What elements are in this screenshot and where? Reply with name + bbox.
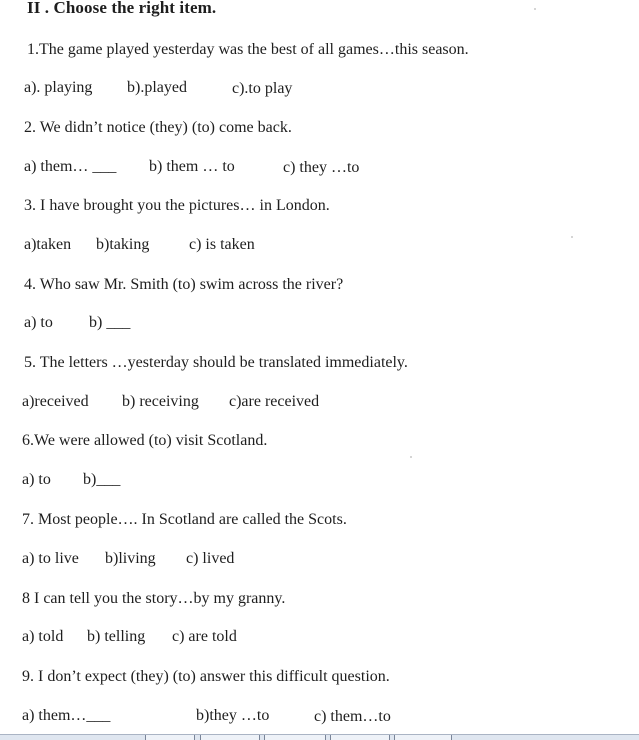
question-1-text: 1.The game played yesterday was the best of all games…this season. bbox=[27, 41, 469, 58]
question-7-option-b: b)living bbox=[105, 550, 156, 567]
question-9-option-c: c) them…to bbox=[314, 708, 391, 725]
question-1-option-b: b).played bbox=[127, 79, 187, 96]
bottom-strip-tab bbox=[394, 735, 452, 740]
question-2-option-c: c) they …to bbox=[283, 159, 360, 176]
question-5-text: 5. The letters …yesterday should be translated immediately. bbox=[24, 354, 408, 371]
question-9-option-b: b)they …to bbox=[196, 707, 270, 724]
question-8-option-b: b) telling bbox=[87, 628, 146, 645]
question-5-option-c: c)are received bbox=[229, 393, 320, 410]
bottom-strip-tab bbox=[200, 735, 260, 740]
question-2-option-a: a) them… ___ bbox=[24, 158, 117, 175]
question-6-option-a: a) to bbox=[22, 471, 51, 488]
bottom-strip-tab bbox=[264, 735, 326, 740]
question-7-text: 7. Most people…. In Scotland are called the Scots. bbox=[22, 511, 347, 528]
question-1-option-c: c).to play bbox=[232, 80, 293, 97]
section-heading: II . Choose the right item. bbox=[27, 0, 217, 17]
bottom-strip-tab bbox=[145, 735, 195, 740]
question-3-option-a: a)taken bbox=[24, 236, 72, 253]
question-9-text: 9. I don’t expect (they) (to) answer this difficult question. bbox=[22, 668, 390, 685]
bottom-window-strip bbox=[0, 734, 639, 740]
scan-speck bbox=[534, 8, 536, 10]
question-4-text: 4. Who saw Mr. Smith (to) swim across the river? bbox=[24, 276, 344, 293]
bottom-strip-tab bbox=[330, 735, 390, 740]
question-8-option-c: c) are told bbox=[172, 628, 237, 645]
question-1-option-a: a). playing bbox=[24, 79, 93, 96]
question-8-option-a: a) told bbox=[22, 628, 64, 645]
question-3-option-c: c) is taken bbox=[189, 236, 255, 253]
question-2-option-b: b) them … to bbox=[149, 158, 235, 175]
question-3-option-b: b)taking bbox=[96, 236, 150, 253]
scan-speck bbox=[571, 236, 573, 238]
question-5-option-a: a)received bbox=[22, 393, 89, 410]
question-3-text: 3. I have brought you the pictures… in London. bbox=[24, 197, 330, 214]
question-6-option-b: b)___ bbox=[83, 471, 121, 488]
question-9-option-a: a) them…___ bbox=[22, 707, 111, 724]
question-5-option-b: b) receiving bbox=[122, 393, 199, 410]
question-7-option-a: a) to live bbox=[22, 550, 79, 567]
question-8-text: 8 I can tell you the story…by my granny. bbox=[22, 590, 286, 607]
question-7-option-c: c) lived bbox=[186, 550, 235, 567]
question-2-text: 2. We didn’t notice (they) (to) come back. bbox=[24, 119, 292, 136]
question-4-option-a: a) to bbox=[24, 314, 53, 331]
question-6-text: 6.We were allowed (to) visit Scotland. bbox=[22, 432, 268, 449]
question-4-option-b: b) ___ bbox=[89, 314, 131, 331]
scan-speck bbox=[410, 456, 412, 458]
